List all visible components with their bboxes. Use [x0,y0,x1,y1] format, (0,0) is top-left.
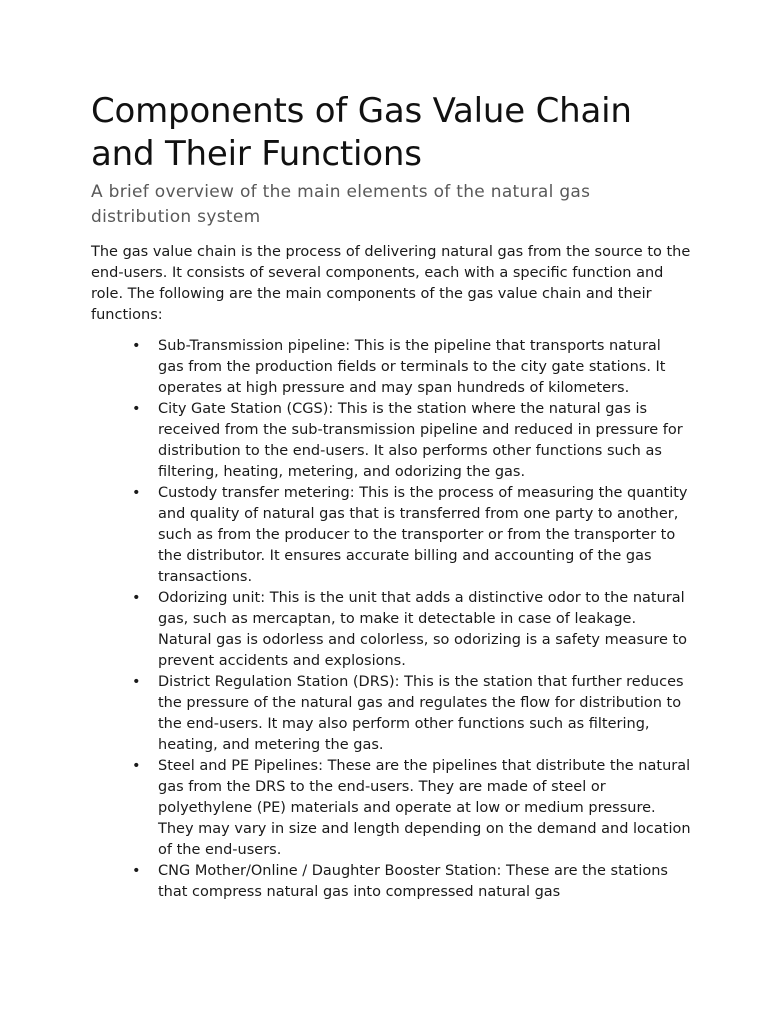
list-item [91,483,691,588]
intro-paragraph: The gas value chain is the process of delivering natural gas from the source to the end-users. It consists of several components, each with a specific function and role. The following are the main components of the gas value chain and their functions: [91,244,691,323]
list-item-text: Odorizing unit: This is the unit that adds a distinctive odor to the natural gas, such as mercaptan, to make it detectable in case of leakage. Natural gas is odorless and colorless, so odorizing is a safety measure to prevent accidents and explosions. [158,590,688,669]
document-subtitle: A brief overview of the main elements of the natural gas distribution system [91,182,591,227]
list-item [91,588,691,672]
list-item [91,336,691,399]
list-item [91,672,691,756]
bullet-icon: • [132,401,141,417]
list-item [91,861,691,903]
bullet-icon: • [132,485,141,501]
components-list [91,336,691,903]
document-page [91,90,691,903]
bullet-icon: • [132,590,141,606]
list-item-text: Custody transfer metering: This is the process of measuring the quantity and quality of natural gas that is transferred from one party to another, such as from the producer to the transporter or from the transporter to the distributor. It ensures accurate billing and accounting of the gas transactions. [158,485,688,585]
list-item-text: City Gate Station (CGS): This is the station where the natural gas is received from the sub-transmission pipeline and reduced in pressure for distribution to the end-users. It also performs other functions such as filtering, heating, metering, and odorizing the gas. [158,401,683,480]
bullet-icon: • [132,863,141,879]
document-title: Components of Gas Value Chain and Their Functions [91,91,632,174]
bullet-icon: • [132,674,141,690]
list-item-text: District Regulation Station (DRS): This is the station that further reduces the pressure of the natural gas and regulates the flow for distribution to the end-users. It may also perform other functions such as filtering, heating, and metering the gas. [158,674,684,753]
bullet-icon: • [132,338,141,354]
bullet-icon: • [132,758,141,774]
list-item-text: CNG Mother/Online / Daughter Booster Station: These are the stations that compress natural gas into compressed natural gas [158,863,668,900]
list-item-text: Sub-Transmission pipeline: This is the pipeline that transports natural gas from the production fields or terminals to the city gate stations. It operates at high pressure and may span hundreds of kilometers. [158,338,666,396]
list-item-text: Steel and PE Pipelines: These are the pipelines that distribute the natural gas from the DRS to the end-users. They are made of steel or polyethylene (PE) materials and operate at low or medium pressure. They may vary in size and length depending on the demand and location of the end-users. [158,758,691,858]
list-item [91,756,691,861]
list-item [91,399,691,483]
